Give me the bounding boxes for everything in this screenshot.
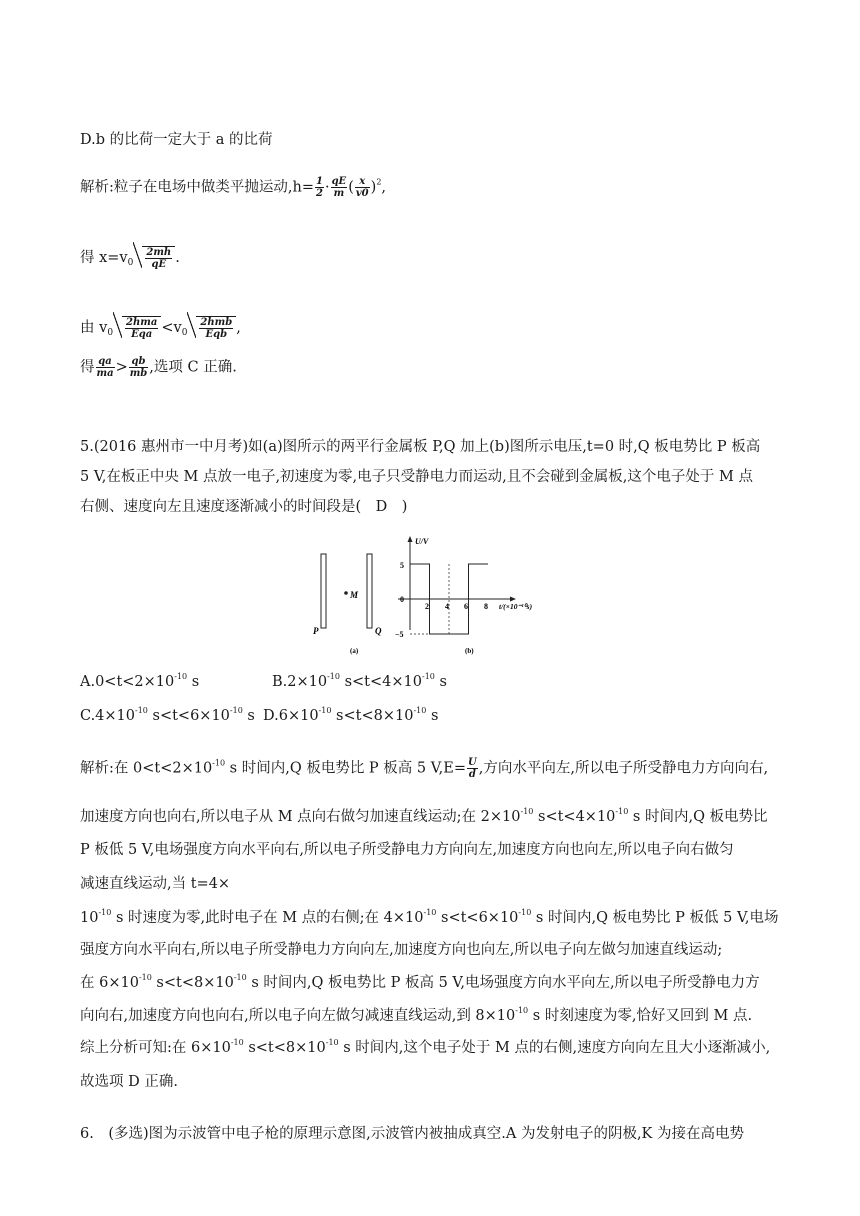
q6-line-1: 6. (多选)图为示波管中电子枪的原理示意图,示波管内被抽成真空.A 为发射电子的阴极,K 为接在高电势 xyxy=(80,1126,744,1142)
sol5-line-2: 加速度方向也向右,所以电子从 M 点向右做匀加速直线运动;在 $2\times 10^{-10}$ $s<t<4\times 10^{-10}$ s 时间内,Q 板电势比 xyxy=(80,807,768,825)
text: 解析:粒子在电场中做类平抛运动,h= xyxy=(80,179,314,196)
sol5-line-1: 解析:在 $0<t<2\times 10^{-10}$ s 时间内,Q 板电势比 P 板高 5 V,E= $\frac{U}{d}$ ,方向水平向左,所以电子所受静电力方向向右, xyxy=(80,757,769,780)
option-c: $C.4\times 10^{-10}$ $s<t<6\times 10^{-10}$ s xyxy=(80,706,255,724)
plate-q xyxy=(367,554,372,628)
plate-p xyxy=(321,554,326,628)
text: 得 x=v xyxy=(80,250,128,266)
fraction-qa-ma: $\frac{qa}{ma}$ xyxy=(96,356,114,379)
x-tick-8: 8 xyxy=(484,602,488,611)
x-tick-6: 6 xyxy=(464,602,468,611)
sol5-line-9: 综上分析可知:在 $6\times 10^{-10}$ $s<t<8\times 10^{-10}$ s 时间内,这个电子处于 M 点的右侧,速度方向向左且大小逐渐减小, xyxy=(80,1038,771,1056)
x-tick-2: 2 xyxy=(425,602,429,611)
sol5-line-6: 强度方向水平向右,所以电子所受静电力方向向左,加速度方向也向左,所以电子向左做匀加速直线运动; xyxy=(80,942,723,958)
q5-line-2: 5 V,在板正中央 M 点放一电子,初速度为零,电子只受静电力而运动,且不会碰到金属板,这个电子处于 M 点 xyxy=(80,469,753,485)
sqrt-2mh-qE: $\frac{2mh}{qE}$ xyxy=(133,246,175,270)
text: 得 xyxy=(80,359,95,376)
y-tick-0: 0 xyxy=(400,595,404,604)
fraction-qE-m: $\frac{qE}{m}$ xyxy=(331,176,347,199)
label-m: M xyxy=(350,590,359,600)
text: > xyxy=(115,359,128,376)
sqrt-a: $\frac{\text{2hma}}{\text{Eqa}}$ xyxy=(113,316,161,340)
y-axis-label: U/V xyxy=(415,537,429,546)
text: , xyxy=(236,320,241,336)
y-axis-arrow xyxy=(408,536,413,542)
label-p: P xyxy=(313,626,319,636)
sol5-line-7: 在 $6\times 10^{-10}$ $s<t<8\times 10^{-10}$ s 时间内,Q 板电势比 P 板高 5 V,电场强度方向水平向左,所以电子所受静电力方 xyxy=(80,973,760,991)
label-q: Q xyxy=(375,626,382,636)
subscript: 0 xyxy=(107,328,114,338)
point-m xyxy=(344,591,348,595)
sqrt-b: $\frac{\text{2hmb}}{\text{Eqb}}$ xyxy=(187,316,236,340)
fraction-qb-mb: $\frac{qb}{mb}$ xyxy=(129,356,148,379)
x-tick-4: 4 xyxy=(445,602,449,611)
text: 由 v xyxy=(80,320,108,336)
fraction-x-v0: $\frac{x}{v0}$ xyxy=(355,176,369,199)
caption-b: (b) xyxy=(465,647,474,655)
solution-line-3 xyxy=(80,316,241,340)
y-tick-5: 5 xyxy=(400,561,404,570)
sol5-line-3: P 板低 5 V,电场强度方向水平向右,所以电子所受静电力方向向左,加速度方向也向左,所以电子向右做匀 xyxy=(80,842,734,858)
option-b: $B.2\times 10^{-10}$ $s<t<4\times 10^{-10}$ s xyxy=(272,672,447,690)
sol5-line-5: $10^{-10}$ s 时速度为零,此时电子在 M 点的右侧;在 $4\times 10^{-10}$ $s<t<6\times 10^{-10}$ s 时间内,Q 板电势比 P 板低 5 V,电场 xyxy=(80,908,779,926)
sol5-line-8: 向向右,加速度方向也向右,所以电子向左做匀减速直线运动,到 $8\times 10^{-10}$ s 时刻速度为零,恰好又回到 M 点. xyxy=(80,1006,753,1024)
square-exponent: 2 xyxy=(376,177,382,187)
figure-plates-and-voltage xyxy=(300,530,570,660)
x-axis-label: t/(×10⁻¹⁰s) xyxy=(499,602,533,611)
q5-line-3: 右侧、速度向左且速度逐渐减小的时间段是( D ) xyxy=(80,499,408,515)
q5-line-1: 5.(2016 惠州市一中月考)如(a)图所示的两平行金属板 P,Q 加上(b)图所示电压,t=0 时,Q 板电势比 P 板高 xyxy=(80,439,761,455)
fraction-half: $\frac{1}{2}$ xyxy=(315,176,323,199)
voltage-chart xyxy=(395,536,533,655)
solution-line-1: 解析:粒子在电场中做类平抛运动,h= $\frac{1}{2}$ · $\frac{qE}{m}$ ( $\frac{x}{v0}$ )$^2$, xyxy=(80,176,387,199)
option-a: $A.0<t<2\times 10^{-10}$ s xyxy=(80,672,200,690)
sol5-line-4: 减速直线运动,当 t=4× xyxy=(80,876,231,892)
subscript: 0 xyxy=(181,328,188,338)
solution-line-2 xyxy=(80,246,180,270)
text: ,选项 C 正确. xyxy=(149,359,237,376)
option-d: $D.6\times 10^{-10}$ $s<t<8\times 10^{-10}$ s xyxy=(263,706,439,724)
sol5-line-10: 故选项 D 正确. xyxy=(80,1074,178,1090)
solution-line-4 xyxy=(80,356,237,379)
text: <v xyxy=(161,320,182,336)
text: . xyxy=(175,250,180,266)
x-axis-arrow xyxy=(510,597,516,602)
y-tick-neg5: −5 xyxy=(395,630,404,639)
caption-a: (a) xyxy=(350,647,359,655)
subscript: 0 xyxy=(127,258,134,268)
text: , xyxy=(381,179,387,196)
option-d-prev: D.b 的比荷一定大于 a 的比荷 xyxy=(80,132,273,148)
fraction-u-d: $\frac{U}{d}$ xyxy=(468,757,477,780)
dot: · xyxy=(324,179,330,196)
figure-svg xyxy=(300,530,570,660)
